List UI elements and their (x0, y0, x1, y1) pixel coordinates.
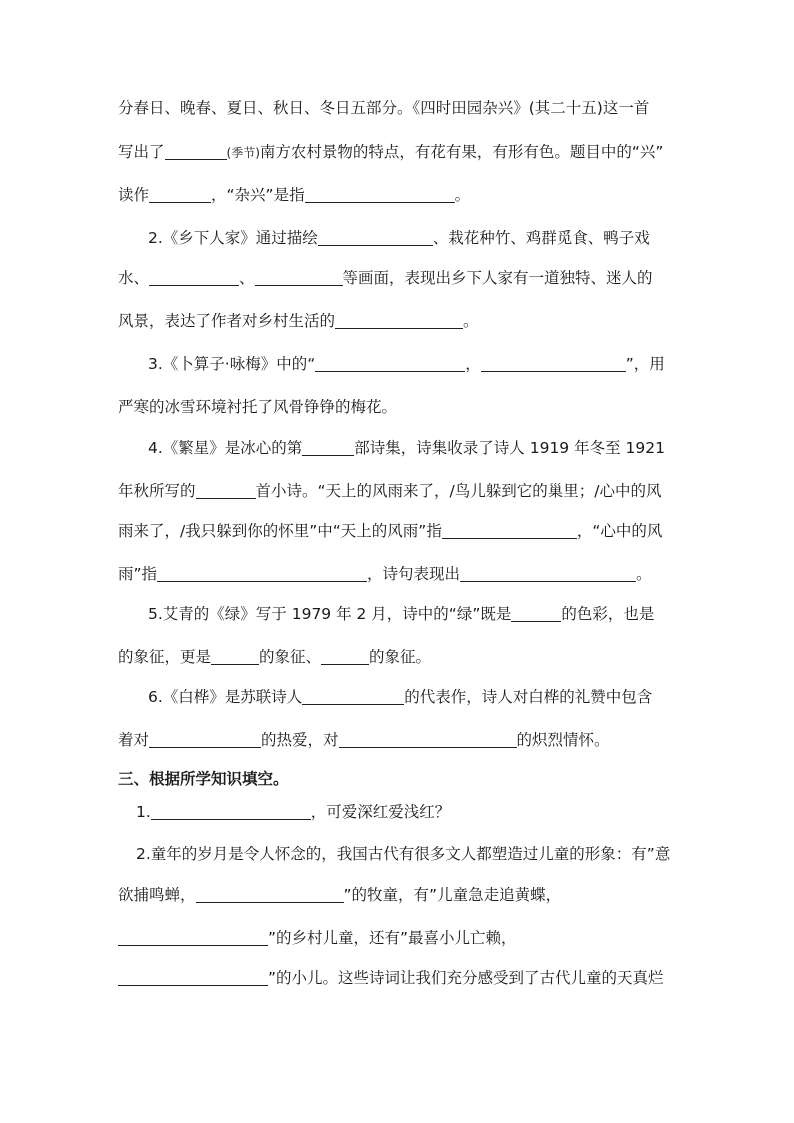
answer-blank[interactable] (196, 482, 256, 499)
text: 等画面，表现出乡下人家有一道独特、迷人的 (342, 269, 653, 287)
text: 读作 (118, 186, 150, 204)
text-line (148, 603, 684, 625)
answer-blank[interactable] (196, 886, 344, 903)
section-heading (118, 768, 684, 790)
text: 严寒的冰雪环境衬托了风骨铮铮的梅花。 (118, 398, 398, 416)
answer-blank[interactable] (302, 688, 404, 705)
text: 分春日、晚春、夏日、秋日、冬日五部分。《四时田园杂兴》(其二十五)这一首 (118, 99, 650, 117)
answer-blank[interactable] (165, 143, 227, 160)
text-line (118, 141, 684, 164)
text-line (118, 267, 684, 289)
text-line (118, 396, 684, 418)
text: ，“心中的风 (576, 522, 663, 540)
text: ”的小儿。这些诗词让我们充分感受到了古代儿童的天真烂 (268, 969, 664, 987)
text: 欲捕鸣蝉， (118, 886, 196, 904)
text: ”的乡村儿童，还有”最喜小儿亡赖， (268, 929, 517, 947)
answer-blank[interactable] (149, 269, 239, 286)
answer-blank[interactable] (305, 186, 455, 203)
text: 。 (463, 312, 479, 330)
answer-blank[interactable] (335, 312, 463, 329)
text-line (118, 646, 684, 668)
text-line (118, 927, 684, 949)
text: ，诗句表现出 (367, 565, 461, 583)
answer-blank[interactable] (151, 803, 311, 820)
text-line (118, 520, 684, 542)
answer-blank[interactable] (442, 522, 577, 539)
answer-blank[interactable] (339, 731, 517, 748)
answer-blank[interactable] (321, 648, 369, 665)
text-line (148, 686, 684, 708)
text: ，“杂兴”是指 (211, 186, 305, 204)
text: ”，用 (625, 355, 665, 373)
text-line (118, 563, 684, 585)
text: ，可爱深红爱浅红？ (310, 803, 451, 821)
text: 的象征、 (259, 648, 322, 666)
text-line (118, 310, 684, 332)
answer-blank[interactable] (315, 355, 465, 372)
text-line (118, 967, 684, 989)
answer-blank[interactable] (255, 269, 343, 286)
text: 部诗集，诗集收录了诗人 1919 年冬至 1921 (354, 439, 665, 457)
text: 、栽花种竹、鸡群觅食、鸭子戏 (432, 229, 650, 247)
answer-blank[interactable] (149, 186, 211, 203)
text: ”的牧童，有”儿童急走追黄蝶， (343, 886, 562, 904)
answer-blank[interactable] (157, 565, 367, 582)
answer-blank[interactable] (211, 648, 259, 665)
text: 、 (239, 269, 255, 287)
answer-blank[interactable] (118, 969, 268, 986)
text: 的炽烈情怀。 (516, 731, 610, 749)
text: 2.童年的岁月是令人怀念的，我国古代有很多文人都塑造过儿童的形象：有”意 (136, 845, 671, 863)
answer-blank[interactable] (302, 439, 354, 456)
text-line (118, 480, 684, 502)
text-line (148, 227, 684, 249)
text: 首小诗。“天上的风雨来了，/鸟儿躲到它的巢里；/心中的风 (255, 482, 662, 500)
text-line (136, 801, 684, 823)
text-line (136, 843, 684, 865)
text: 的象征。 (369, 648, 432, 666)
text: 着对 (118, 731, 150, 749)
text: 的色彩，也是 (561, 605, 655, 623)
text: 。 (454, 186, 471, 204)
text-line (118, 729, 684, 751)
text: 5.艾青的《绿》写于 1979 年 2 月，诗中的“绿”既是 (148, 605, 512, 623)
text: 雨来了，/我只躲到你的怀里”中“天上的风雨”指 (118, 522, 442, 540)
text: 水、 (118, 269, 150, 287)
text-line (148, 437, 684, 459)
text-line (148, 353, 684, 375)
text: 2.《乡下人家》通过描绘 (148, 229, 318, 247)
note-text: (季节) (226, 146, 260, 160)
text: 南方农村景物的特点，有花有果，有形有色。题目中的“兴” (259, 143, 664, 161)
answer-blank[interactable] (118, 929, 268, 946)
text: 风景，表达了作者对乡村生活的 (118, 312, 336, 330)
text: 3.《卜算子·咏梅》中的“ (148, 355, 316, 373)
text: ， (465, 355, 481, 373)
text: 的象征，更是 (118, 648, 212, 666)
text: 的热爱，对 (261, 731, 339, 749)
text: 。 (636, 565, 652, 583)
text-line (118, 884, 684, 906)
text: 1. (136, 803, 151, 821)
answer-blank[interactable] (149, 731, 261, 748)
answer-blank[interactable] (460, 565, 636, 582)
text: 的代表作，诗人对白桦的礼赞中包含 (404, 688, 653, 706)
answer-blank[interactable] (318, 229, 433, 246)
text: 6.《白桦》是苏联诗人 (148, 688, 303, 706)
answer-blank[interactable] (481, 355, 626, 372)
text: 年秋所写的 (118, 482, 196, 500)
text-line (118, 184, 684, 206)
answer-blank[interactable] (511, 605, 561, 622)
text: 4.《繁星》是冰心的第 (148, 439, 303, 457)
text: 写出了 (118, 143, 165, 161)
heading-text: 三、根据所学知识填空。 (118, 770, 289, 788)
text-line (118, 97, 684, 119)
text: 雨”指 (118, 565, 158, 583)
